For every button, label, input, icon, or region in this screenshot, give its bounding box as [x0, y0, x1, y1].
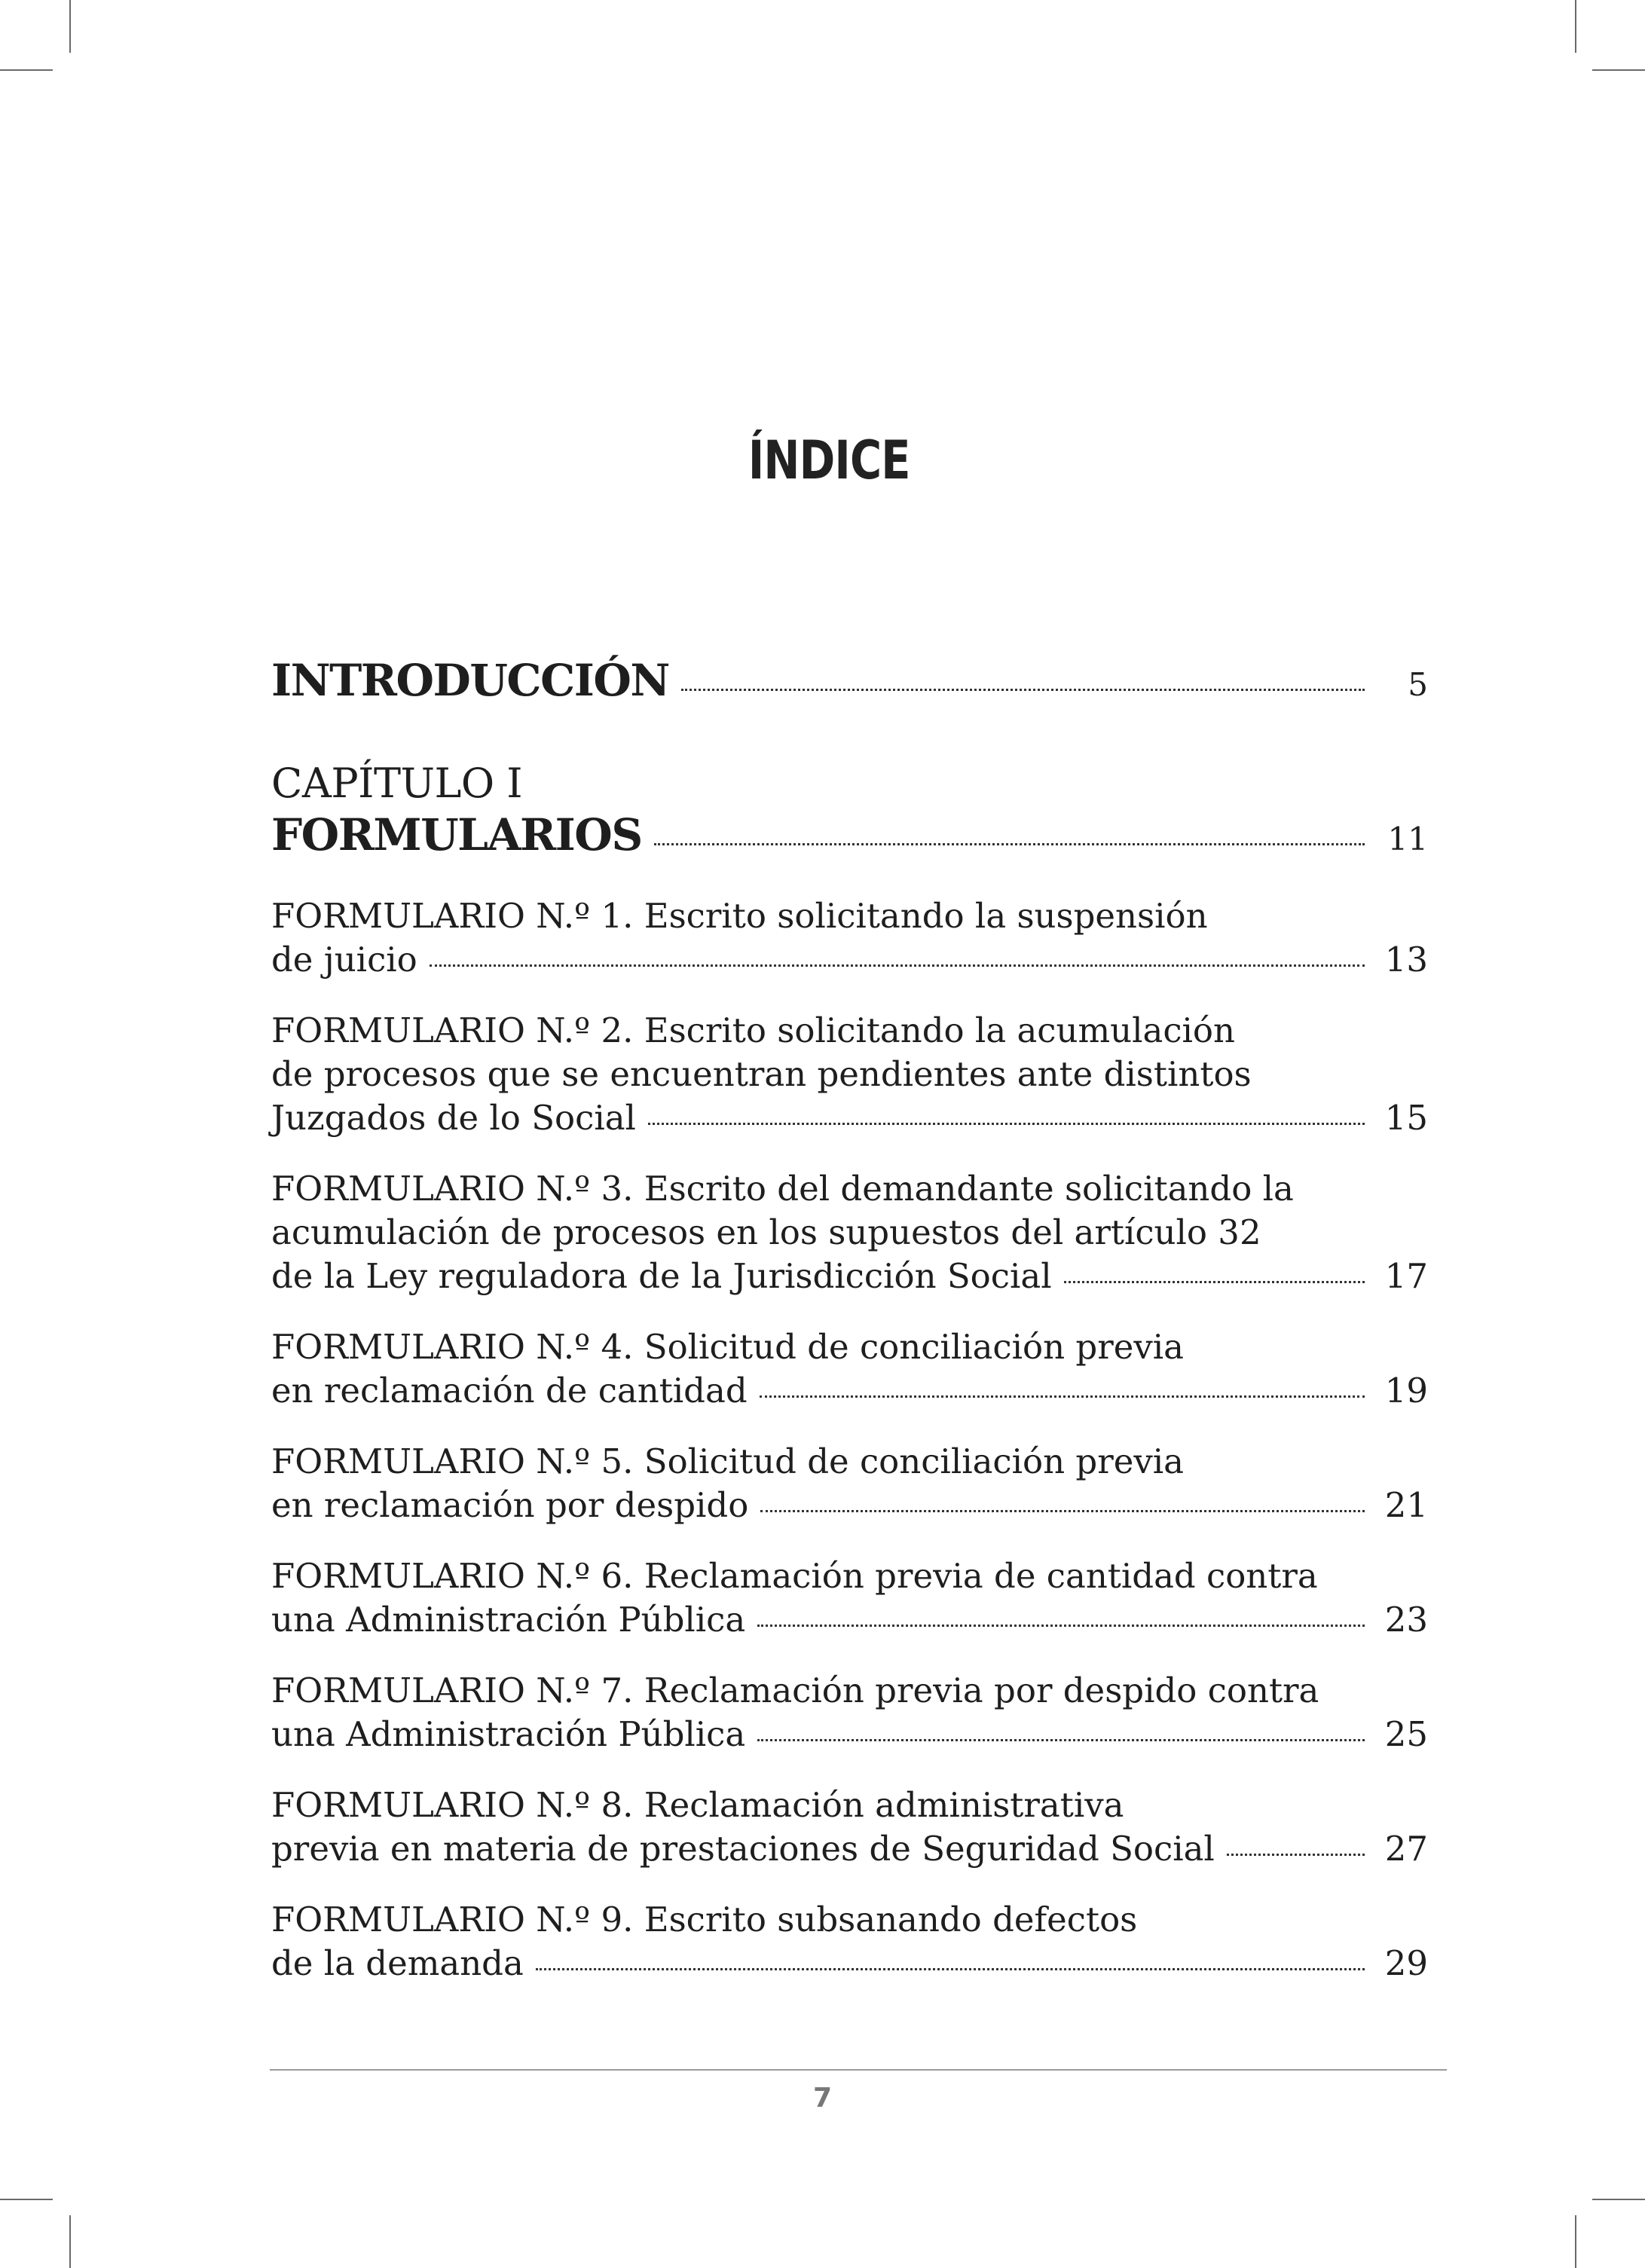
toc-entry-line: de procesos que se encuentran pendientes ante distintos [271, 1054, 1252, 1094]
crop-mark-top-right [1575, 0, 1576, 53]
toc-entry-form-9[interactable] [271, 1898, 1428, 1985]
toc-entry-line: FORMULARIO N.º 5. Solicitud de conciliación previa [271, 1441, 1185, 1481]
page-title: ÍNDICE [748, 429, 910, 491]
crop-mark-bottom-left [69, 2215, 71, 2268]
crop-mark-top-left [69, 0, 71, 53]
toc-page-number: 23 [1384, 1600, 1428, 1640]
toc-entry-form-6[interactable] [271, 1554, 1428, 1642]
crop-mark-top-right-h [1592, 69, 1645, 71]
toc-page-number: 11 [1387, 821, 1428, 857]
toc-entry-line: FORMULARIO N.º 3. Escrito del demandante solicitando la [271, 1169, 1294, 1209]
toc-entry-form-1[interactable] [271, 894, 1428, 982]
toc-entry-line: FORMULARIO N.º 1. Escrito solicitando la suspensión [271, 896, 1208, 936]
chapter-label: CAPÍTULO I [271, 760, 523, 807]
toc-entry-line: en reclamación de cantidad [271, 1371, 748, 1411]
toc-entry-line: FORMULARIO N.º 4. Solicitud de conciliación previa [271, 1327, 1185, 1367]
chapter-title: FORMULARIOS [271, 809, 642, 860]
toc-entry-line: de la demanda [271, 1943, 524, 1983]
dot-leader [654, 843, 1365, 845]
toc-page-number: 25 [1384, 1714, 1428, 1754]
dot-leader [430, 964, 1365, 967]
toc-page-number: 13 [1384, 940, 1428, 980]
dot-leader [681, 689, 1365, 691]
dot-leader [757, 1625, 1365, 1627]
toc-entry-form-8[interactable] [271, 1784, 1428, 1871]
toc-entry-line: previa en materia de prestaciones de Seguridad Social [271, 1829, 1215, 1869]
dot-leader [648, 1123, 1365, 1125]
footer-divider [270, 2069, 1447, 2071]
toc-page-number: 19 [1384, 1371, 1428, 1411]
toc-entry-line: de la Ley reguladora de la Jurisdicción Social [271, 1256, 1052, 1296]
dot-leader [760, 1510, 1365, 1512]
toc-entry-form-3[interactable] [271, 1167, 1428, 1298]
toc-entry-introduction[interactable] [271, 654, 1428, 711]
crop-mark-top-left-h [0, 69, 53, 71]
toc-entry-line: acumulación de procesos en los supuestos del artículo 32 [271, 1212, 1261, 1252]
crop-mark-bottom-left-h [0, 2199, 53, 2200]
toc-chapter-1[interactable] [271, 759, 1428, 866]
toc-entry-line: Juzgados de lo Social [271, 1098, 636, 1138]
toc-entry-line: una Administración Pública [271, 1714, 746, 1754]
toc-page-number: 17 [1384, 1256, 1428, 1296]
toc-entry-line: FORMULARIO N.º 6. Reclamación previa de cantidad contra [271, 1556, 1318, 1596]
crop-mark-bottom-right [1575, 2215, 1576, 2268]
crop-mark-bottom-right-h [1592, 2199, 1645, 2200]
toc-entry-form-5[interactable] [271, 1440, 1428, 1527]
toc-entry-line: FORMULARIO N.º 7. Reclamación previa por despido contra [271, 1670, 1319, 1710]
toc-entry-line: en reclamación por despido [271, 1485, 749, 1525]
toc-page-number: 21 [1384, 1485, 1428, 1525]
toc-page-number: 15 [1384, 1098, 1428, 1138]
dot-leader [757, 1739, 1365, 1741]
toc-page-number: 5 [1408, 666, 1428, 703]
dot-leader [1227, 1854, 1365, 1856]
toc-page-number: 29 [1384, 1943, 1428, 1983]
toc-entry-line: de juicio [271, 940, 417, 980]
toc-entry-line: FORMULARIO N.º 8. Reclamación administrativa [271, 1785, 1124, 1825]
dot-leader [536, 1968, 1365, 1970]
toc-entry-title: INTRODUCCIÓN [271, 655, 669, 706]
toc-entry-line: FORMULARIO N.º 9. Escrito subsanando defectos [271, 1900, 1138, 1939]
page-number: 7 [812, 2083, 833, 2114]
toc-entry-form-4[interactable] [271, 1325, 1428, 1413]
toc-entry-line: FORMULARIO N.º 2. Escrito solicitando la acumulación [271, 1010, 1236, 1050]
toc-entry-line: una Administración Pública [271, 1600, 746, 1640]
toc-entry-form-2[interactable] [271, 1009, 1428, 1140]
toc-page-number: 27 [1384, 1829, 1428, 1869]
toc-entry-form-7[interactable] [271, 1669, 1428, 1756]
dot-leader [1064, 1281, 1365, 1283]
dot-leader [760, 1395, 1365, 1398]
